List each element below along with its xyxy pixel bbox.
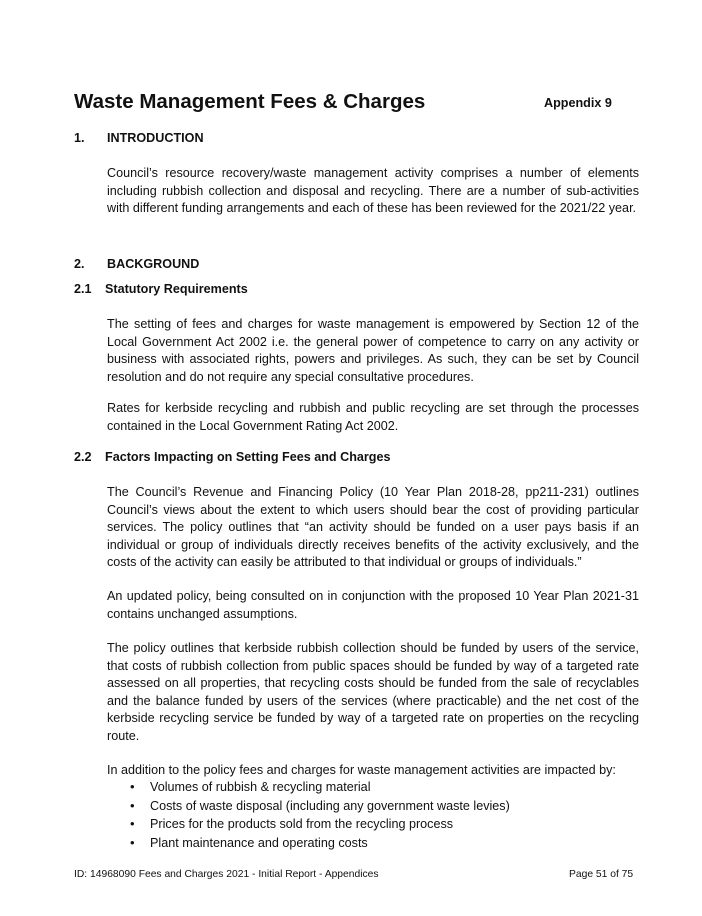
list-item [107, 834, 647, 853]
footer-document-reference: ID: 14968090 Fees and Charges 2021 - Initial Report - Appendices [74, 869, 379, 880]
list-item [107, 797, 647, 816]
list-item [107, 815, 647, 834]
section-2-2-heading [74, 450, 391, 464]
appendix-label: Appendix 9 [544, 96, 612, 110]
list-item [107, 778, 647, 797]
section-2-1-heading [74, 282, 248, 296]
list-item-text: Costs of waste disposal (including any government waste levies) [150, 798, 510, 813]
statutory-paragraph-1: The setting of fees and charges for waste management is empowered by Section 12 of the Local Government Act 2002 i.e. the general power of competence to carry on any activity or business with associated rights, powers and privileges. As such, they can be set by Council resolution and do not require any special consultative procedures. [107, 317, 639, 384]
section-2-1-title: Statutory Requirements [105, 282, 248, 296]
list-item-text: Volumes of rubbish & recycling material [150, 780, 371, 794]
bullet-icon: • [130, 816, 135, 831]
section-2-1-number: 2.1 [74, 282, 92, 296]
factors-paragraph-1: The Council’s Revenue and Financing Policy (10 Year Plan 2018-28, pp211-231) outlines Council’s views about the extent to which users should bear the cost of providing particular services. The policy outlines that “an activity should be funded on a user pays basis if an individual or group of individuals directly receives benefits of the activity exclusively, and the costs of the activity can easily be attributed to that individual or groups of individuals.” [107, 485, 639, 569]
section-2-2-number: 2.2 [74, 450, 92, 464]
statutory-paragraph-2: Rates for kerbside recycling and rubbish and public recycling are set through the processes contained in the Local Government Rating Act 2002. [107, 401, 639, 433]
factors-paragraph-3: The policy outlines that kerbside rubbish collection should be funded by users of the service, that costs of rubbish collection from public spaces should be funded by way of a targeted rate assessed on all properties, that recycling costs should be funded from the sale of recyclables and the balance funded by users of the services (where practicable) and the net cost of the kerbside recycling service be funded by way of a targeted rate on properties on the recycling route. [107, 641, 639, 743]
list-item-text: Plant maintenance and operating costs [150, 835, 368, 850]
section-2-title: BACKGROUND [107, 257, 200, 271]
section-1-title: INTRODUCTION [107, 131, 204, 145]
title-row [74, 90, 634, 116]
list-item-text: Prices for the products sold from the recycling process [150, 817, 454, 831]
page-title: Waste Management Fees & Charges [74, 90, 426, 113]
factors-bullet-list [107, 778, 647, 852]
section-2-2-title: Factors Impacting on Setting Fees and Charges [105, 450, 391, 464]
section-2-number: 2. [74, 257, 85, 271]
introduction-paragraph: Council’s resource recovery/waste management activity comprises a number of elements including rubbish collection and disposal and recycling. There are a number of sub-activities with different funding arrangements and each of these has been reviewed for the 2021/22 year. [107, 166, 639, 215]
section-1-number: 1. [74, 131, 85, 145]
bullet-icon: • [130, 834, 135, 850]
bullet-icon: • [130, 797, 135, 813]
bullet-icon: • [130, 779, 135, 794]
section-1-heading [74, 131, 204, 145]
section-2-heading [74, 257, 199, 271]
factors-paragraph-2: An updated policy, being consulted on in conjunction with the proposed 10 Year Plan 2021-31 contains unchanged assumptions. [107, 589, 639, 621]
factors-paragraph-4: In addition to the policy fees and charges for waste management activities are impacted by: [107, 763, 616, 777]
footer-page-number: Page 51 of 75 [569, 869, 634, 880]
